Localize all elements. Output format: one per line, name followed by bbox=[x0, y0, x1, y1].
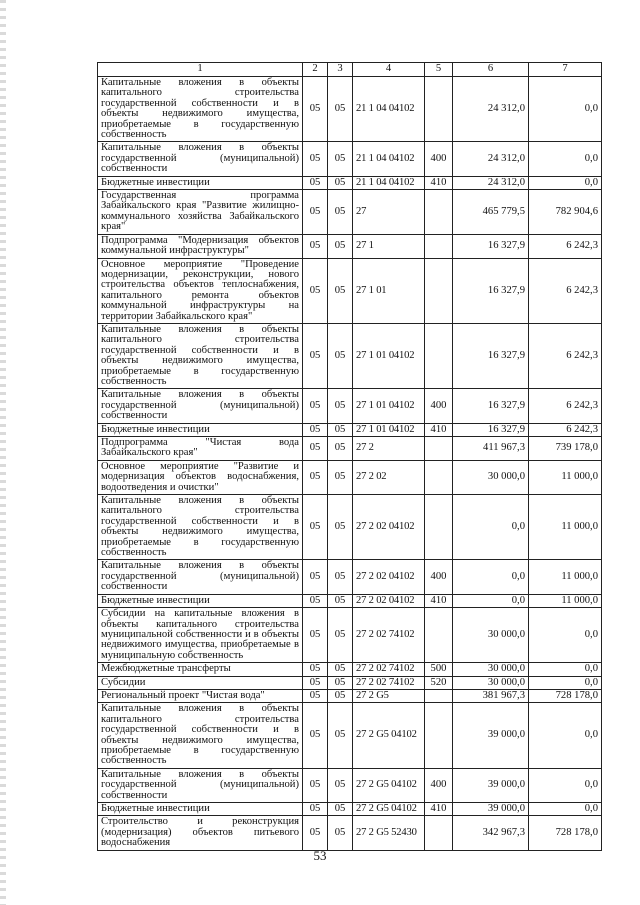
row-amount-year1-cell: 24 312,0 bbox=[453, 176, 529, 189]
row-amount-year2-cell: 11 000,0 bbox=[529, 594, 602, 607]
row-amount-year1-cell: 381 967,3 bbox=[453, 689, 529, 702]
row-section-cell: 05 bbox=[303, 423, 328, 436]
row-target-code-cell: 21 1 04 04102 bbox=[353, 77, 425, 142]
table-row bbox=[98, 460, 602, 494]
table-row bbox=[98, 689, 602, 702]
row-target-code-cell: 27 2 02 74102 bbox=[353, 608, 425, 663]
row-amount-year2-cell: 0,0 bbox=[529, 676, 602, 689]
row-amount-year1-cell: 0,0 bbox=[453, 560, 529, 594]
table-row bbox=[98, 437, 602, 461]
row-subsection-cell: 05 bbox=[328, 663, 353, 676]
row-expense-type-cell bbox=[425, 816, 453, 850]
row-amount-year1-cell: 30 000,0 bbox=[453, 676, 529, 689]
header-cell: 3 bbox=[328, 63, 353, 77]
row-amount-year1-cell: 342 967,3 bbox=[453, 816, 529, 850]
row-subsection-cell: 05 bbox=[328, 768, 353, 802]
row-amount-year2-cell: 6 242,3 bbox=[529, 389, 602, 423]
table-row bbox=[98, 495, 602, 560]
row-section-cell: 05 bbox=[303, 77, 328, 142]
row-amount-year1-cell: 0,0 bbox=[453, 495, 529, 560]
row-amount-year2-cell: 739 178,0 bbox=[529, 437, 602, 461]
row-name-cell: Бюджетные инвестиции bbox=[98, 176, 303, 189]
row-section-cell: 05 bbox=[303, 323, 328, 388]
row-amount-year1-cell: 16 327,9 bbox=[453, 323, 529, 388]
table-row bbox=[98, 816, 602, 850]
row-amount-year2-cell: 728 178,0 bbox=[529, 816, 602, 850]
row-expense-type-cell: 410 bbox=[425, 594, 453, 607]
table-row bbox=[98, 77, 602, 142]
table-row bbox=[98, 803, 602, 816]
row-section-cell: 05 bbox=[303, 460, 328, 494]
row-target-code-cell: 27 2 G5 04102 bbox=[353, 803, 425, 816]
row-target-code-cell: 27 2 02 04102 bbox=[353, 495, 425, 560]
row-section-cell: 05 bbox=[303, 258, 328, 323]
table-row bbox=[98, 323, 602, 388]
row-amount-year1-cell: 39 000,0 bbox=[453, 703, 529, 768]
row-expense-type-cell bbox=[425, 689, 453, 702]
row-name-cell: Капитальные вложения в объекты государственной (муниципальной) собственности bbox=[98, 142, 303, 176]
row-amount-year2-cell: 11 000,0 bbox=[529, 560, 602, 594]
row-amount-year1-cell: 16 327,9 bbox=[453, 234, 529, 258]
row-target-code-cell: 21 1 04 04102 bbox=[353, 176, 425, 189]
row-expense-type-cell bbox=[425, 460, 453, 494]
row-amount-year1-cell: 39 000,0 bbox=[453, 803, 529, 816]
row-section-cell: 05 bbox=[303, 663, 328, 676]
row-section-cell: 05 bbox=[303, 234, 328, 258]
row-subsection-cell: 05 bbox=[328, 437, 353, 461]
row-amount-year2-cell: 11 000,0 bbox=[529, 460, 602, 494]
row-target-code-cell: 27 2 02 04102 bbox=[353, 560, 425, 594]
row-section-cell: 05 bbox=[303, 176, 328, 189]
row-subsection-cell: 05 bbox=[328, 495, 353, 560]
page-number: 53 bbox=[313, 848, 327, 863]
row-section-cell: 05 bbox=[303, 560, 328, 594]
row-subsection-cell: 05 bbox=[328, 234, 353, 258]
row-section-cell: 05 bbox=[303, 389, 328, 423]
row-expense-type-cell bbox=[425, 258, 453, 323]
table-row bbox=[98, 389, 602, 423]
scan-edge-marks bbox=[0, 0, 6, 905]
row-expense-type-cell bbox=[425, 77, 453, 142]
row-subsection-cell: 05 bbox=[328, 77, 353, 142]
row-amount-year1-cell: 16 327,9 bbox=[453, 389, 529, 423]
table-row bbox=[98, 258, 602, 323]
row-expense-type-cell: 500 bbox=[425, 663, 453, 676]
row-subsection-cell: 05 bbox=[328, 676, 353, 689]
row-amount-year2-cell: 728 178,0 bbox=[529, 689, 602, 702]
row-section-cell: 05 bbox=[303, 190, 328, 235]
row-expense-type-cell: 410 bbox=[425, 176, 453, 189]
row-expense-type-cell: 400 bbox=[425, 389, 453, 423]
row-name-cell: Субсидии bbox=[98, 676, 303, 689]
table-row bbox=[98, 663, 602, 676]
row-expense-type-cell: 410 bbox=[425, 803, 453, 816]
row-expense-type-cell bbox=[425, 608, 453, 663]
table-row bbox=[98, 142, 602, 176]
row-name-cell: Капитальные вложения в объекты капитального строительства государственной собственности и в объекты недвижимого имущества, приобретаемые в государственную собственность bbox=[98, 323, 303, 388]
row-name-cell: Капитальные вложения в объекты капитального строительства государственной собственности и в объекты недвижимого имущества, приобретаемые в государственную собственность bbox=[98, 703, 303, 768]
row-amount-year2-cell: 0,0 bbox=[529, 608, 602, 663]
row-subsection-cell: 05 bbox=[328, 423, 353, 436]
row-section-cell: 05 bbox=[303, 495, 328, 560]
row-amount-year1-cell: 465 779,5 bbox=[453, 190, 529, 235]
row-section-cell: 05 bbox=[303, 437, 328, 461]
table-row bbox=[98, 594, 602, 607]
row-subsection-cell: 05 bbox=[328, 176, 353, 189]
row-name-cell: Капитальные вложения в объекты государственной (муниципальной) собственности bbox=[98, 389, 303, 423]
row-amount-year2-cell: 0,0 bbox=[529, 77, 602, 142]
row-name-cell: Бюджетные инвестиции bbox=[98, 803, 303, 816]
row-target-code-cell: 27 2 02 74102 bbox=[353, 663, 425, 676]
table-row bbox=[98, 423, 602, 436]
table-row bbox=[98, 176, 602, 189]
row-amount-year1-cell: 39 000,0 bbox=[453, 768, 529, 802]
row-subsection-cell: 05 bbox=[328, 389, 353, 423]
row-expense-type-cell bbox=[425, 703, 453, 768]
row-name-cell: Субсидии на капитальные вложения в объекты капитального строительства муниципальной собственности и в объекты недвижимого имущества, приобретаемые в муниципальную собственность bbox=[98, 608, 303, 663]
row-amount-year1-cell: 0,0 bbox=[453, 594, 529, 607]
row-target-code-cell: 27 2 bbox=[353, 437, 425, 461]
row-target-code-cell: 27 1 bbox=[353, 234, 425, 258]
row-amount-year2-cell: 11 000,0 bbox=[529, 495, 602, 560]
row-amount-year2-cell: 0,0 bbox=[529, 663, 602, 676]
row-name-cell: Основное мероприятие "Проведение модернизации, реконструкции, нового строительства объектов теплоснабжения, капитального ремонта объектов коммунальной инфраструктуры на территории Забайкальского края" bbox=[98, 258, 303, 323]
row-target-code-cell: 27 2 02 bbox=[353, 460, 425, 494]
row-name-cell: Основное мероприятие "Развитие и модернизация объектов водоснабжения, водоотведения и очистки" bbox=[98, 460, 303, 494]
row-expense-type-cell: 400 bbox=[425, 142, 453, 176]
row-expense-type-cell bbox=[425, 437, 453, 461]
row-section-cell: 05 bbox=[303, 703, 328, 768]
table-row bbox=[98, 560, 602, 594]
row-amount-year2-cell: 0,0 bbox=[529, 803, 602, 816]
row-target-code-cell: 27 1 01 bbox=[353, 258, 425, 323]
row-name-cell: Капитальные вложения в объекты капитального строительства государственной собственности и в объекты недвижимого имущества, приобретаемые в государственную собственность bbox=[98, 495, 303, 560]
table-row bbox=[98, 676, 602, 689]
row-section-cell: 05 bbox=[303, 676, 328, 689]
row-amount-year1-cell: 24 312,0 bbox=[453, 77, 529, 142]
row-expense-type-cell: 410 bbox=[425, 423, 453, 436]
row-target-code-cell: 21 1 04 04102 bbox=[353, 142, 425, 176]
row-expense-type-cell: 400 bbox=[425, 768, 453, 802]
row-target-code-cell: 27 2 02 04102 bbox=[353, 594, 425, 607]
row-amount-year2-cell: 0,0 bbox=[529, 768, 602, 802]
row-section-cell: 05 bbox=[303, 816, 328, 850]
row-expense-type-cell bbox=[425, 190, 453, 235]
row-subsection-cell: 05 bbox=[328, 608, 353, 663]
row-amount-year1-cell: 411 967,3 bbox=[453, 437, 529, 461]
row-subsection-cell: 05 bbox=[328, 803, 353, 816]
header-cell: 4 bbox=[353, 63, 425, 77]
row-subsection-cell: 05 bbox=[328, 258, 353, 323]
row-name-cell: Бюджетные инвестиции bbox=[98, 594, 303, 607]
row-target-code-cell: 27 2 G5 04102 bbox=[353, 768, 425, 802]
row-target-code-cell: 27 2 G5 52430 bbox=[353, 816, 425, 850]
row-amount-year1-cell: 16 327,9 bbox=[453, 258, 529, 323]
row-expense-type-cell bbox=[425, 234, 453, 258]
row-amount-year1-cell: 30 000,0 bbox=[453, 608, 529, 663]
row-name-cell: Региональный проект "Чистая вода" bbox=[98, 689, 303, 702]
row-name-cell: Капитальные вложения в объекты государственной (муниципальной) собственности bbox=[98, 560, 303, 594]
row-subsection-cell: 05 bbox=[328, 323, 353, 388]
row-amount-year1-cell: 16 327,9 bbox=[453, 423, 529, 436]
row-amount-year2-cell: 782 904,6 bbox=[529, 190, 602, 235]
row-section-cell: 05 bbox=[303, 768, 328, 802]
row-subsection-cell: 05 bbox=[328, 816, 353, 850]
header-cell: 6 bbox=[453, 63, 529, 77]
row-subsection-cell: 05 bbox=[328, 594, 353, 607]
row-subsection-cell: 05 bbox=[328, 190, 353, 235]
row-section-cell: 05 bbox=[303, 594, 328, 607]
row-amount-year2-cell: 0,0 bbox=[529, 703, 602, 768]
row-target-code-cell: 27 1 01 04102 bbox=[353, 423, 425, 436]
row-expense-type-cell: 520 bbox=[425, 676, 453, 689]
row-name-cell: Капитальные вложения в объекты государственной (муниципальной) собственности bbox=[98, 768, 303, 802]
row-name-cell: Строительство и реконструкция (модернизация) объектов питьевого водоснабжения bbox=[98, 816, 303, 850]
row-amount-year2-cell: 6 242,3 bbox=[529, 423, 602, 436]
row-name-cell: Капитальные вложения в объекты капитального строительства государственной собственности и в объекты недвижимого имущества, приобретаемые в государственную собственность bbox=[98, 77, 303, 142]
table-row bbox=[98, 608, 602, 663]
row-amount-year1-cell: 24 312,0 bbox=[453, 142, 529, 176]
row-expense-type-cell: 400 bbox=[425, 560, 453, 594]
row-subsection-cell: 05 bbox=[328, 142, 353, 176]
row-expense-type-cell bbox=[425, 323, 453, 388]
row-amount-year1-cell: 30 000,0 bbox=[453, 663, 529, 676]
header-cell: 2 bbox=[303, 63, 328, 77]
row-target-code-cell: 27 2 G5 04102 bbox=[353, 703, 425, 768]
row-target-code-cell: 27 bbox=[353, 190, 425, 235]
table-row bbox=[98, 703, 602, 768]
header-cell: 7 bbox=[529, 63, 602, 77]
row-amount-year2-cell: 0,0 bbox=[529, 176, 602, 189]
row-subsection-cell: 05 bbox=[328, 560, 353, 594]
row-subsection-cell: 05 bbox=[328, 703, 353, 768]
row-target-code-cell: 27 1 01 04102 bbox=[353, 323, 425, 388]
row-section-cell: 05 bbox=[303, 803, 328, 816]
row-section-cell: 05 bbox=[303, 142, 328, 176]
row-name-cell: Государственная программа Забайкальского края "Развитие жилищно-коммунального хозяйства Забайкальского края" bbox=[98, 190, 303, 235]
row-name-cell: Межбюджетные трансферты bbox=[98, 663, 303, 676]
header-cell: 5 bbox=[425, 63, 453, 77]
table-row bbox=[98, 190, 602, 235]
row-section-cell: 05 bbox=[303, 689, 328, 702]
table-row bbox=[98, 234, 602, 258]
row-name-cell: Подпрограмма "Чистая вода Забайкальского края" bbox=[98, 437, 303, 461]
row-subsection-cell: 05 bbox=[328, 460, 353, 494]
row-section-cell: 05 bbox=[303, 608, 328, 663]
header-cell: 1 bbox=[98, 63, 303, 77]
row-target-code-cell: 27 1 01 04102 bbox=[353, 389, 425, 423]
row-target-code-cell: 27 2 G5 bbox=[353, 689, 425, 702]
row-target-code-cell: 27 2 02 74102 bbox=[353, 676, 425, 689]
row-name-cell: Подпрограмма "Модернизация объектов коммунальной инфраструктуры" bbox=[98, 234, 303, 258]
row-amount-year1-cell: 30 000,0 bbox=[453, 460, 529, 494]
row-amount-year2-cell: 6 242,3 bbox=[529, 258, 602, 323]
row-expense-type-cell bbox=[425, 495, 453, 560]
budget-table bbox=[97, 62, 602, 851]
row-amount-year2-cell: 6 242,3 bbox=[529, 323, 602, 388]
table-row bbox=[98, 768, 602, 802]
row-name-cell: Бюджетные инвестиции bbox=[98, 423, 303, 436]
row-amount-year2-cell: 6 242,3 bbox=[529, 234, 602, 258]
table-header-row bbox=[98, 63, 602, 77]
row-amount-year2-cell: 0,0 bbox=[529, 142, 602, 176]
row-subsection-cell: 05 bbox=[328, 689, 353, 702]
